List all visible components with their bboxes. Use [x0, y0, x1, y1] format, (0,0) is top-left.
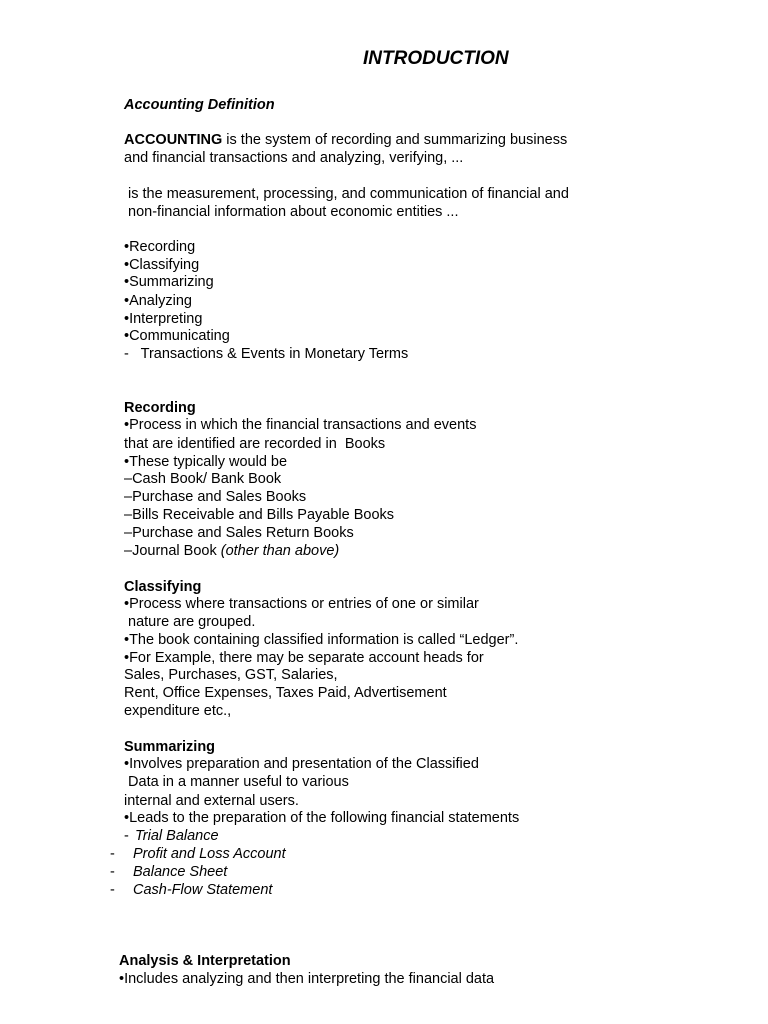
- journal-book-note: (other than above): [220, 543, 340, 559]
- list-item: •Interpreting: [124, 311, 203, 327]
- page-title: INTRODUCTION: [363, 48, 509, 69]
- analysis-heading: Analysis & Interpretation: [119, 953, 291, 969]
- statement-cash-flow: Cash-Flow Statement: [133, 882, 273, 898]
- classifying-line: expenditure etc.,: [124, 703, 232, 719]
- definition-para2-line1: is the measurement, processing, and communication of financial and: [124, 186, 569, 202]
- statement-dash: -: [110, 882, 115, 898]
- summarizing-line: •Leads to the preparation of the following financial statements: [124, 810, 520, 826]
- classifying-line: •The book containing classified information is called “Ledger”.: [124, 632, 519, 648]
- statement-trial-balance: Trial Balance: [135, 828, 219, 844]
- recording-line-journal: [124, 542, 339, 560]
- list-item: •Communicating: [124, 328, 230, 344]
- recording-line: –Cash Book/ Bank Book: [124, 471, 282, 487]
- definition-para2-line2: non-financial information about economic entities ...: [124, 204, 459, 220]
- statement-balance-sheet: Balance Sheet: [133, 864, 228, 880]
- recording-heading: Recording: [124, 400, 196, 416]
- summarizing-line: •Involves preparation and presentation of the Classified: [124, 756, 479, 772]
- definition-para1-line1-rest: is the system of recording and summarizing business: [222, 132, 568, 148]
- recording-line: –Bills Receivable and Bills Payable Books: [124, 507, 395, 523]
- recording-line: •These typically would be: [124, 454, 288, 470]
- classifying-line: nature are grouped.: [124, 614, 256, 630]
- classifying-heading: Classifying: [124, 579, 202, 595]
- classifying-line: Rent, Office Expenses, Taxes Paid, Advertisement: [124, 685, 447, 701]
- summarizing-line: Data in a manner useful to various: [124, 774, 349, 790]
- dash-item: - Transactions & Events in Monetary Terms: [124, 346, 409, 362]
- recording-line: –Purchase and Sales Return Books: [124, 525, 354, 541]
- list-item: •Analyzing: [124, 293, 192, 309]
- definition-heading: Accounting Definition: [124, 97, 275, 113]
- statement-dash: -: [110, 864, 115, 880]
- accounting-term: ACCOUNTING: [124, 132, 223, 148]
- list-item: •Summarizing: [124, 274, 214, 290]
- classifying-line: Sales, Purchases, GST, Salaries,: [124, 667, 338, 683]
- recording-line: •Process in which the financial transactions and events: [124, 417, 477, 433]
- statement-dash: -: [110, 846, 115, 862]
- recording-line: –Purchase and Sales Books: [124, 489, 307, 505]
- analysis-line: •Includes analyzing and then interpreting the financial data: [119, 971, 495, 987]
- journal-book-text: –Journal Book: [124, 543, 221, 559]
- statement-dash: -: [124, 828, 129, 844]
- recording-line: that are identified are recorded in Books: [124, 436, 386, 452]
- summarizing-heading: Summarizing: [124, 739, 216, 755]
- summarizing-line: internal and external users.: [124, 793, 299, 809]
- classifying-line: •Process where transactions or entries of one or similar: [124, 596, 479, 612]
- list-item: •Classifying: [124, 257, 200, 273]
- definition-para1-line1: [124, 131, 567, 149]
- classifying-line: •For Example, there may be separate account heads for: [124, 650, 484, 666]
- list-item: •Recording: [124, 239, 196, 255]
- definition-para1-line2: and financial transactions and analyzing, verifying, ...: [124, 150, 464, 166]
- statement-profit-loss: Profit and Loss Account: [133, 846, 286, 862]
